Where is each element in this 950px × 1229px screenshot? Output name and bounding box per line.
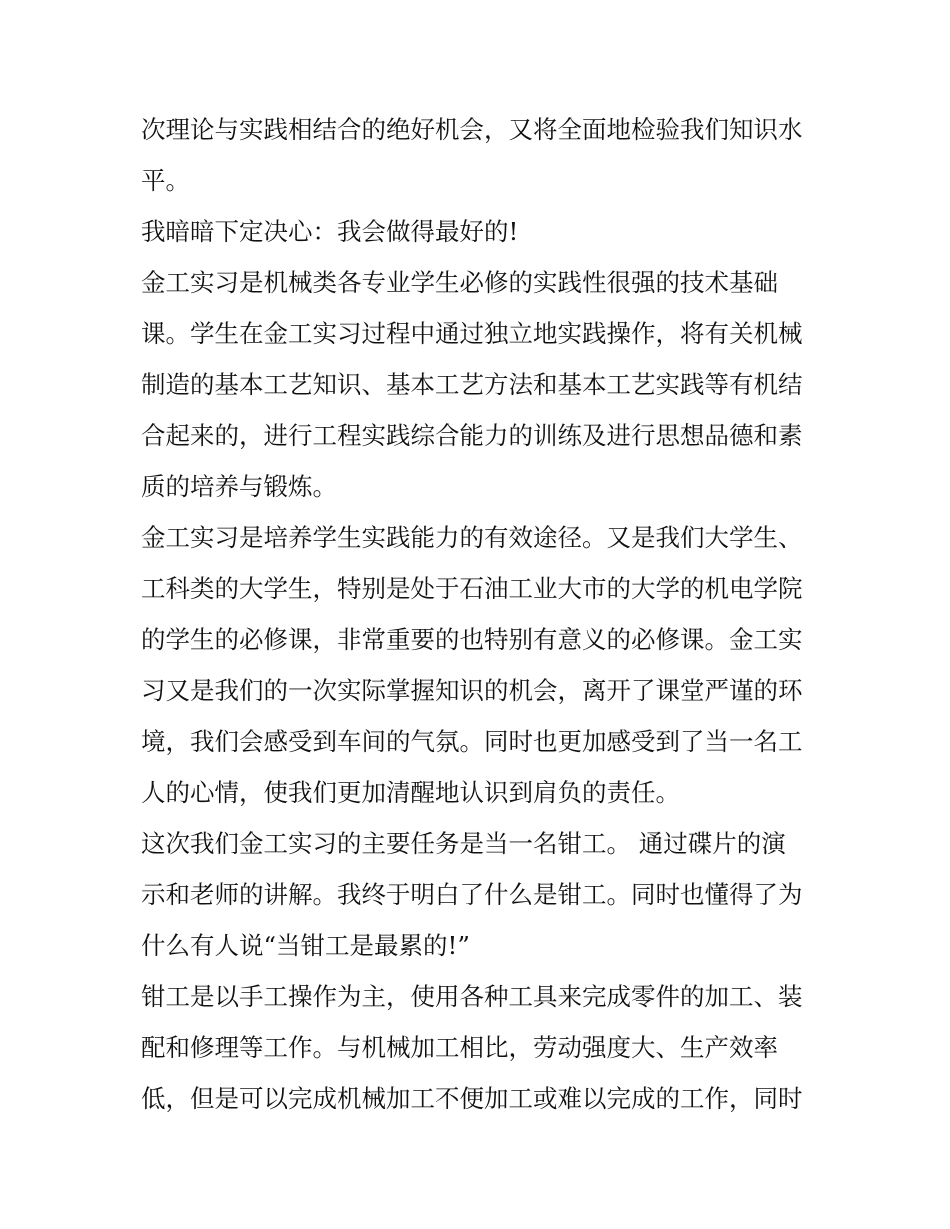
text-line: 平。 [141, 166, 190, 195]
text-line: 习又是我们的一次实际掌握知识的机会，离开了课堂严谨的环 [141, 676, 803, 705]
text-line: 我暗暗下定决心：我会做得最好的! [141, 217, 519, 246]
text-line: 这次我们金工实习的主要任务是当一名钳工。 通过碟片的演 [141, 829, 786, 858]
text-line: 质的培养与锻炼。 [141, 472, 337, 501]
text-line: 次理论与实践相结合的绝好机会，又将全面地检验我们知识水 [141, 115, 803, 144]
text-line: 制造的基本工艺知识、基本工艺方法和基本工艺实践等有机结 [141, 370, 803, 399]
text-line: 低，但是可以完成机械加工不便加工或难以完成的工作，同时 [141, 1084, 803, 1113]
text-line: 什么有人说“当钳工是最累的!” [141, 931, 470, 960]
text-line: 课。学生在金工实习过程中通过独立地实践操作，将有关机械 [141, 319, 803, 348]
text-line: 工科类的大学生，特别是处于石油工业大市的大学的机电学院 [141, 574, 803, 603]
text-line: 示和老师的讲解。我终于明白了什么是钳工。同时也懂得了为 [141, 880, 803, 909]
text-line: 境，我们会感受到车间的气氛。同时也更加感受到了当一名工 [141, 727, 803, 756]
text-line: 金工实习是培养学生实践能力的有效途径。又是我们大学生、 [141, 523, 803, 552]
document-body-text [141, 104, 821, 1124]
text-line: 的学生的必修课，非常重要的也特别有意义的必修课。金工实 [141, 625, 803, 654]
text-line: 合起来的，进行工程实践综合能力的训练及进行思想品德和素 [141, 421, 803, 450]
text-line: 钳工是以手工操作为主，使用各种工具来完成零件的加工、装 [141, 982, 803, 1011]
text-line: 人的心情，使我们更加清醒地认识到肩负的责任。 [141, 778, 680, 807]
text-line: 金工实习是机械类各专业学生必修的实践性很强的技术基础 [141, 268, 778, 297]
text-line: 配和修理等工作。与机械加工相比，劳动强度大、生产效率 [141, 1033, 778, 1062]
